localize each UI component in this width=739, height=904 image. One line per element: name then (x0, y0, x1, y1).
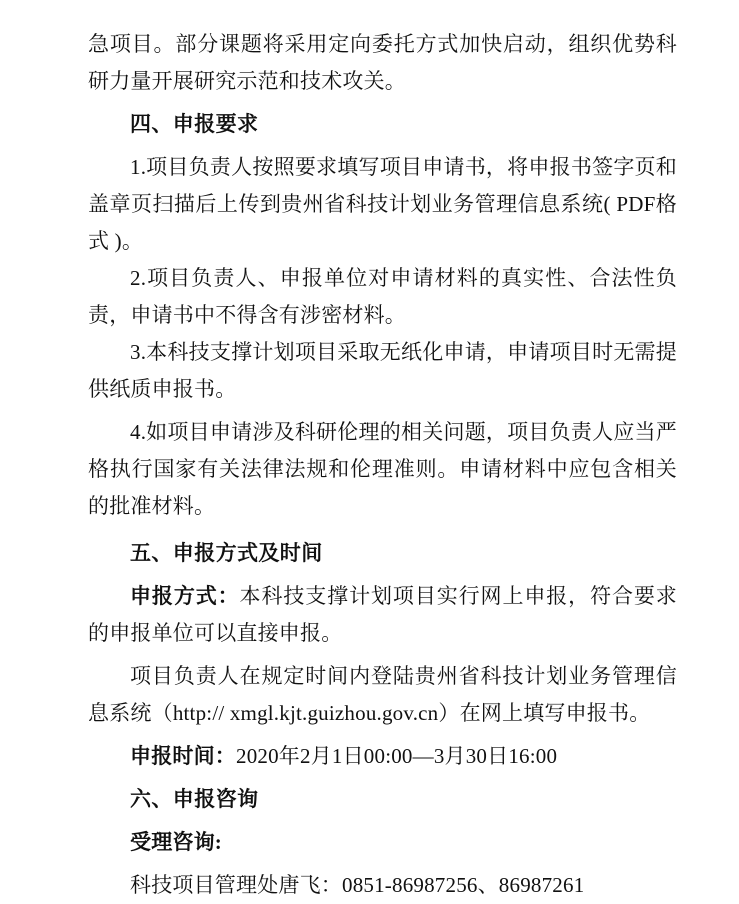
paragraph-requirement-1: 1.项目负责人按照要求填写项目申请书，将申报书签字页和盖章页扫描后上传到贵州省科技计划业务管理信息系统( PDF格式 )。 (88, 155, 677, 253)
heading-section-five: 五、申报方式及时间 (130, 541, 323, 565)
paragraph-declaration-time (88, 738, 677, 775)
consultation-label-text: 受理咨询: (130, 830, 222, 854)
paragraph-online-submission (88, 658, 677, 732)
declaration-time-value: 2020年2月1日00:00—3月30日16:00 (236, 744, 558, 768)
consultation-contact: 科技项目管理处唐飞：0851-86987256、86987261 (130, 873, 585, 897)
system-url: http:// xmgl.kjt.guizhou.gov.cn (172, 701, 439, 725)
paragraph-continuation: 急项目。部分课题将采用定向委托方式加快启动，组织优势科研力量开展研究示范和技术攻关。 (88, 32, 677, 93)
paragraph-requirement-4: 4.如项目申请涉及科研伦理的相关问题，项目负责人应当严格执行国家有关法律法规和伦理准则。申请材料中应包含相关的批准材料。 (88, 420, 677, 518)
heading-section-four: 四、申报要求 (130, 112, 259, 136)
declaration-method-text: 本科技支撑计划项目实行网上申报，符合要求的申报单位可以直接申报。 (88, 584, 678, 645)
paragraph-requirement-3: 3.本科技支撑计划项目采取无纸化申请，申请项目时无需提供纸质申报书。 (88, 340, 677, 401)
heading-section-six: 六、申报咨询 (130, 787, 259, 811)
paragraph-declaration-method (88, 578, 677, 652)
paragraph-requirement-2: 2.项目负责人、申报单位对申请材料的真实性、合法性负责，申请书中不得含有涉密材料。 (88, 266, 677, 327)
declaration-method-label: 申报方式： (130, 584, 240, 608)
consultation-label (88, 824, 677, 861)
declaration-time-label: 申报时间： (130, 744, 236, 768)
spacer (88, 525, 677, 535)
online-submission-text-before: 项目负责人在规定时间内登陆贵州省科技计划业务管理信息系统（ (88, 664, 677, 725)
online-submission-text-after: ）在网上填写申报书。 (438, 701, 651, 725)
